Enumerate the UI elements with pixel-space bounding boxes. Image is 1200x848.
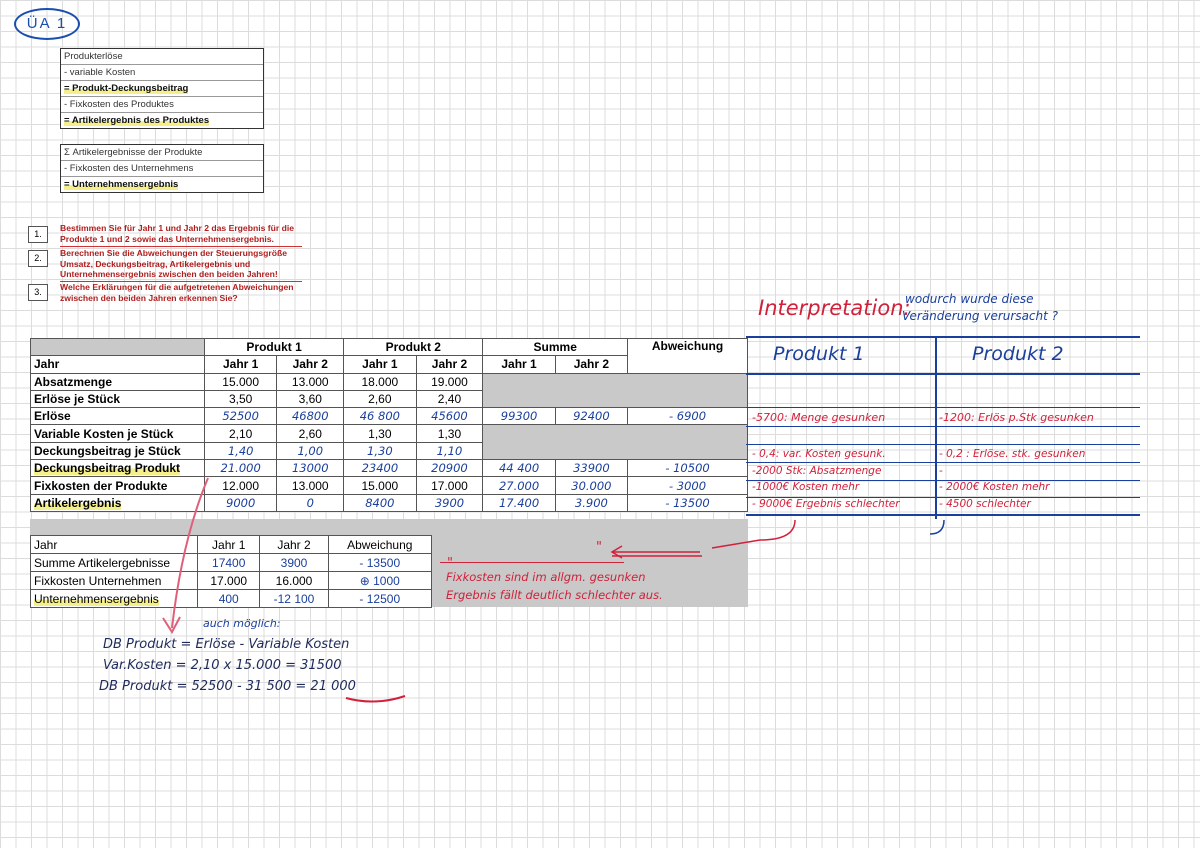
cell: 23400	[344, 460, 416, 477]
cell: 2,40	[416, 390, 483, 407]
cell: 44 400	[483, 460, 555, 477]
cell: 2,60	[344, 390, 416, 407]
interp-p1-item: -5700: Menge gesunken	[752, 411, 886, 424]
interp-col-divider	[935, 336, 937, 519]
cell: 33900	[555, 460, 627, 477]
cell: ⊕ 1000	[328, 572, 431, 590]
task-number: 3.	[28, 284, 48, 301]
year-header: Jahr 2	[277, 356, 344, 373]
cell: 3,60	[277, 390, 344, 407]
interp-p2-item: -1200: Erlös p.Stk gesunken	[939, 411, 1094, 424]
cell: 92400	[555, 408, 627, 425]
interp-p2-item: - 2000€ Kosten mehr	[939, 481, 1050, 493]
cell: 13.000	[277, 477, 344, 494]
cell: 17.400	[483, 494, 555, 511]
group-header: Produkt 2	[344, 339, 483, 356]
scheme-line: - Fixkosten des Produktes	[61, 97, 263, 113]
task-text: Bestimmen Sie für Jahr 1 und Jahr 2 das Ergebnis für die Produkte 1 und 2 sowie das Unternehmensergebnis.	[60, 223, 295, 244]
year-header: Jahr 1	[205, 356, 277, 373]
cell: 9000	[205, 494, 277, 511]
header-cell: Jahr 2	[260, 536, 328, 554]
interp-line	[746, 462, 1140, 463]
cell: 13000	[277, 460, 344, 477]
cell: 2,60	[277, 425, 344, 442]
exercise-badge: ÜA 1	[14, 8, 80, 40]
scheme-line: - Fixkosten des Unternehmens	[61, 161, 263, 177]
interp-p2-item: - 0,2 : Erlöse. stk. gesunken	[939, 448, 1086, 460]
task-number: 1.	[28, 226, 48, 243]
row-label: Absatzmenge	[31, 373, 205, 390]
year-header: Jahr 2	[555, 356, 627, 373]
year-header: Jahr	[31, 356, 205, 373]
task-number: 2.	[28, 250, 48, 267]
note-also-possible: auch möglich:	[203, 617, 281, 630]
interp-p2-item: - 4500 schlechter	[939, 498, 1031, 510]
scheme-line: Σ Artikelergebnisse der Produkte	[61, 145, 263, 161]
scheme-line: Produkterlöse	[61, 49, 263, 65]
cell: - 3000	[628, 477, 748, 494]
cell: 0	[277, 494, 344, 511]
interp-p1-item: -1000€ Kosten mehr	[752, 481, 860, 493]
row-label: Erlöse	[31, 408, 205, 425]
cell: -12 100	[260, 590, 328, 608]
row-label-highlight: Artikelergebnis	[34, 495, 122, 510]
interpretation-question: Veränderung verursacht ?	[902, 309, 1059, 323]
row-label: Fixkosten Unternehmen	[31, 572, 198, 590]
interp-line	[746, 407, 1140, 408]
cell: 3900	[260, 554, 328, 572]
bracket-line	[930, 520, 944, 534]
cell: 12.000	[205, 477, 277, 494]
interp-header-line	[746, 373, 1140, 375]
cell: 1,00	[277, 442, 344, 459]
cell: 16.000	[260, 572, 328, 590]
scheme-highlight: = Artikelergebnis des Produktes	[64, 115, 210, 126]
cell: 45600	[416, 408, 483, 425]
note-result: Ergebnis fällt deutlich schlechter aus.	[446, 588, 663, 602]
cell: - 13500	[628, 494, 748, 511]
cell: 8400	[344, 494, 416, 511]
calc-line: DB Produkt = Erlöse - Variable Kosten	[103, 637, 350, 652]
year-header: Jahr 1	[344, 356, 416, 373]
year-header: Jahr 2	[416, 356, 483, 373]
cell: 1,30	[344, 425, 416, 442]
cell: 17400	[198, 554, 260, 572]
scheme-highlight: = Unternehmensergebnis	[64, 179, 179, 190]
cell: 17.000	[416, 477, 483, 494]
interp-top-line	[746, 336, 1140, 338]
cell: 30.000	[555, 477, 627, 494]
result-underline	[346, 696, 405, 702]
cell: 13.000	[277, 373, 344, 390]
cell: 1,10	[416, 442, 483, 459]
cell: - 12500	[328, 590, 431, 608]
cell: 3.900	[555, 494, 627, 511]
interp-col-header: Produkt 1	[773, 343, 865, 365]
cell: 2,10	[205, 425, 277, 442]
interp-line	[746, 444, 1140, 445]
interp-p1-item: - 0,4: var. Kosten gesunk.	[752, 448, 886, 460]
calc-line: DB Produkt = 52500 - 31 500 = 21 000	[99, 679, 356, 694]
cell: 46 800	[344, 408, 416, 425]
interp-p2-item: -	[939, 465, 943, 477]
calc-line: Var.Kosten = 2,10 x 15.000 = 31500	[103, 658, 342, 673]
group-header: Summe	[483, 339, 628, 356]
cell: 1,30	[416, 425, 483, 442]
header-cell: Jahr 1	[198, 536, 260, 554]
arrow-db-to-calc	[172, 478, 208, 628]
row-label-highlight: Unternehmensergebnis	[34, 591, 159, 606]
cell: 17.000	[198, 572, 260, 590]
cell: 3,50	[205, 390, 277, 407]
cell: - 13500	[328, 554, 431, 572]
cell: - 6900	[628, 408, 748, 425]
ditto-mark: "	[596, 540, 602, 555]
year-header: Jahr 1	[483, 356, 555, 373]
cell: 27.000	[483, 477, 555, 494]
interp-col-header: Produkt 2	[972, 343, 1064, 365]
cell: 15.000	[205, 373, 277, 390]
row-label-highlight: Deckungsbeitrag Produkt	[34, 461, 181, 476]
bracket-line	[712, 520, 795, 548]
cell: 1,40	[205, 442, 277, 459]
group-header: Produkt 1	[205, 339, 344, 356]
cell: 3900	[416, 494, 483, 511]
cell: 21.000	[205, 460, 277, 477]
interp-bottom-line	[746, 514, 1140, 516]
cell: 1,30	[344, 442, 416, 459]
scheme-line: - variable Kosten	[61, 65, 263, 81]
interp-p1-item: -2000 Stk: Absatzmenge	[752, 465, 882, 477]
row-label: Summe Artikelergebnisse	[31, 554, 198, 572]
cell: 19.000	[416, 373, 483, 390]
row-label: Variable Kosten je Stück	[31, 425, 205, 442]
cell: 46800	[277, 408, 344, 425]
scheme-highlight: = Produkt-Deckungsbeitrag	[64, 83, 189, 94]
row-label: Erlöse je Stück	[31, 390, 205, 407]
cell: 15.000	[344, 477, 416, 494]
interpretation-title: Interpretation:	[758, 296, 911, 320]
cell: 18.000	[344, 373, 416, 390]
cell: - 10500	[628, 460, 748, 477]
cell: 20900	[416, 460, 483, 477]
row-label: Fixkosten der Produkte	[31, 477, 205, 494]
group-header: Abweichung	[628, 339, 748, 374]
interpretation-question: wodurch wurde diese	[905, 292, 1034, 306]
header-cell: Abweichung	[328, 536, 431, 554]
cell: 400	[198, 590, 260, 608]
cell: 99300	[483, 408, 555, 425]
header-cell: Jahr	[31, 536, 198, 554]
interp-p1-item: - 9000€ Ergebnis schlechter	[752, 498, 900, 510]
interp-line	[746, 426, 1140, 427]
task-text: Welche Erklärungen für die aufgetretenen Abweichungen zwischen den beiden Jahren erkennen Sie?	[60, 282, 294, 303]
ditto-mark: "	[447, 556, 453, 571]
task-text: Berechnen Sie die Abweichungen der Steuerungsgröße Umsatz, Deckungsbeitrag, Artikelergebnis und Unternehmensergebnis zwischen den beiden Jahren!	[60, 248, 287, 279]
cell: 52500	[205, 408, 277, 425]
row-label: Deckungsbeitrag je Stück	[31, 442, 205, 459]
note-fixed-costs: Fixkosten sind im allgm. gesunken	[446, 570, 646, 584]
